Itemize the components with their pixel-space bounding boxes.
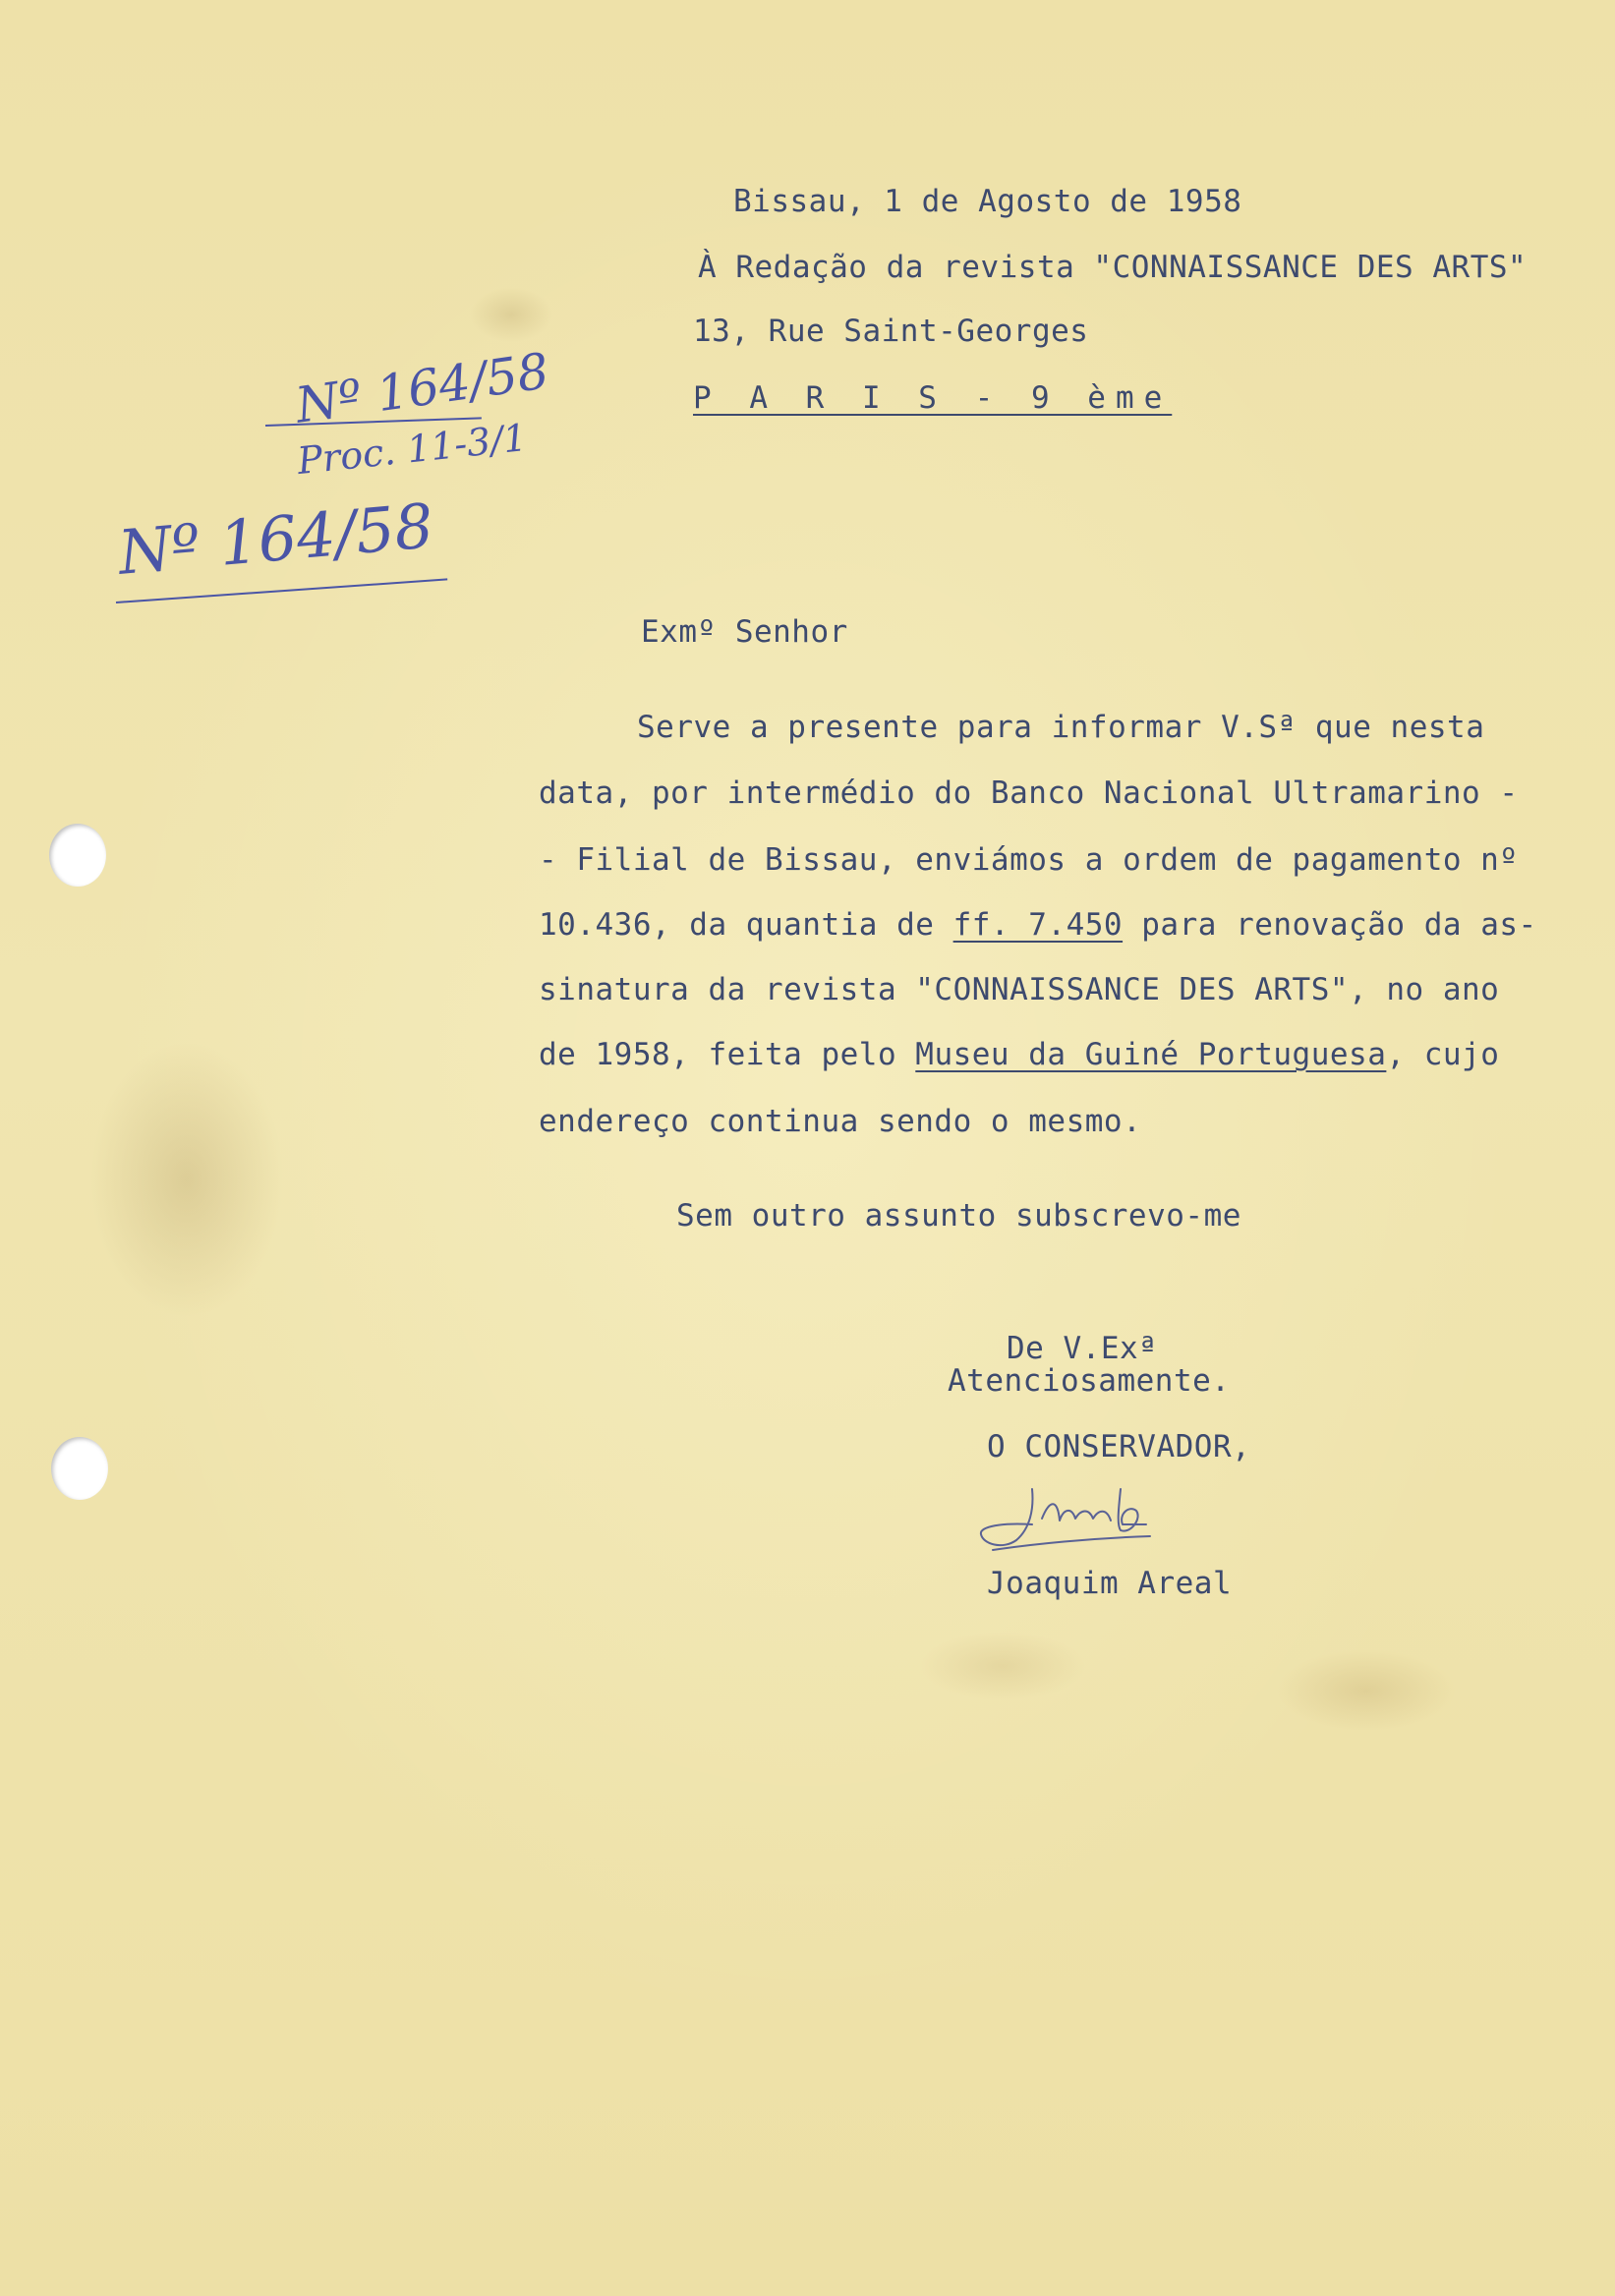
- body-line-4-end: para renovação da as-: [1123, 907, 1537, 943]
- body-line-3: - Filial de Bissau, enviámos a ordem de pagamento nº: [539, 842, 1519, 878]
- body-line-5: sinatura da revista "CONNAISSANCE DES ARTS", no ano: [539, 972, 1500, 1007]
- signoff-title: O CONSERVADOR,: [987, 1429, 1251, 1464]
- body-line-2: data, por intermédio do Banco Nacional Ultramarino -: [539, 775, 1519, 811]
- register-number-handwritten: Nº 164/58: [115, 489, 436, 589]
- payment-amount: ff. 7.450: [952, 907, 1124, 943]
- body-line-6: [539, 1037, 1500, 1072]
- recipient-line: À Redação da revista "CONNAISSANCE DES ARTS": [698, 250, 1528, 285]
- address-line: 13, Rue Saint-Georges: [693, 314, 1089, 349]
- body-line-6-start: de 1958, feita pelo: [539, 1037, 916, 1072]
- body-line-4: [539, 907, 1537, 943]
- punch-hole-top: [49, 824, 106, 887]
- city-line-text: P A R I S - 9 ème: [693, 380, 1173, 416]
- body-line-1: Serve a presente para informar V.Sª que nesta: [637, 710, 1485, 745]
- museum-name: Museu da Guiné Portuguesa: [915, 1037, 1387, 1072]
- body-line-7: endereço continua sendo o mesmo.: [539, 1104, 1142, 1139]
- date-line: Bissau, 1 de Agosto de 1958: [733, 184, 1242, 219]
- signature: [973, 1479, 1229, 1558]
- signatory-name: Joaquim Areal: [987, 1566, 1233, 1601]
- body-line-4-start: 10.436, da quantia de: [539, 907, 953, 943]
- body-line-6-end: , cujo: [1386, 1037, 1500, 1072]
- salutation: Exmº Senhor: [641, 614, 848, 650]
- proc-reference-handwritten: Proc. 11-3/1: [295, 415, 530, 484]
- punch-hole-bottom: [51, 1437, 108, 1500]
- city-line: [693, 380, 1173, 416]
- closing-line: Sem outro assunto subscrevo-me: [676, 1198, 1241, 1234]
- stamp-number-handwritten: Nº 164/58: [292, 342, 552, 434]
- signoff-line-2: Atenciosamente.: [948, 1363, 1231, 1399]
- signoff-line-1: De V.Exª: [1007, 1331, 1158, 1366]
